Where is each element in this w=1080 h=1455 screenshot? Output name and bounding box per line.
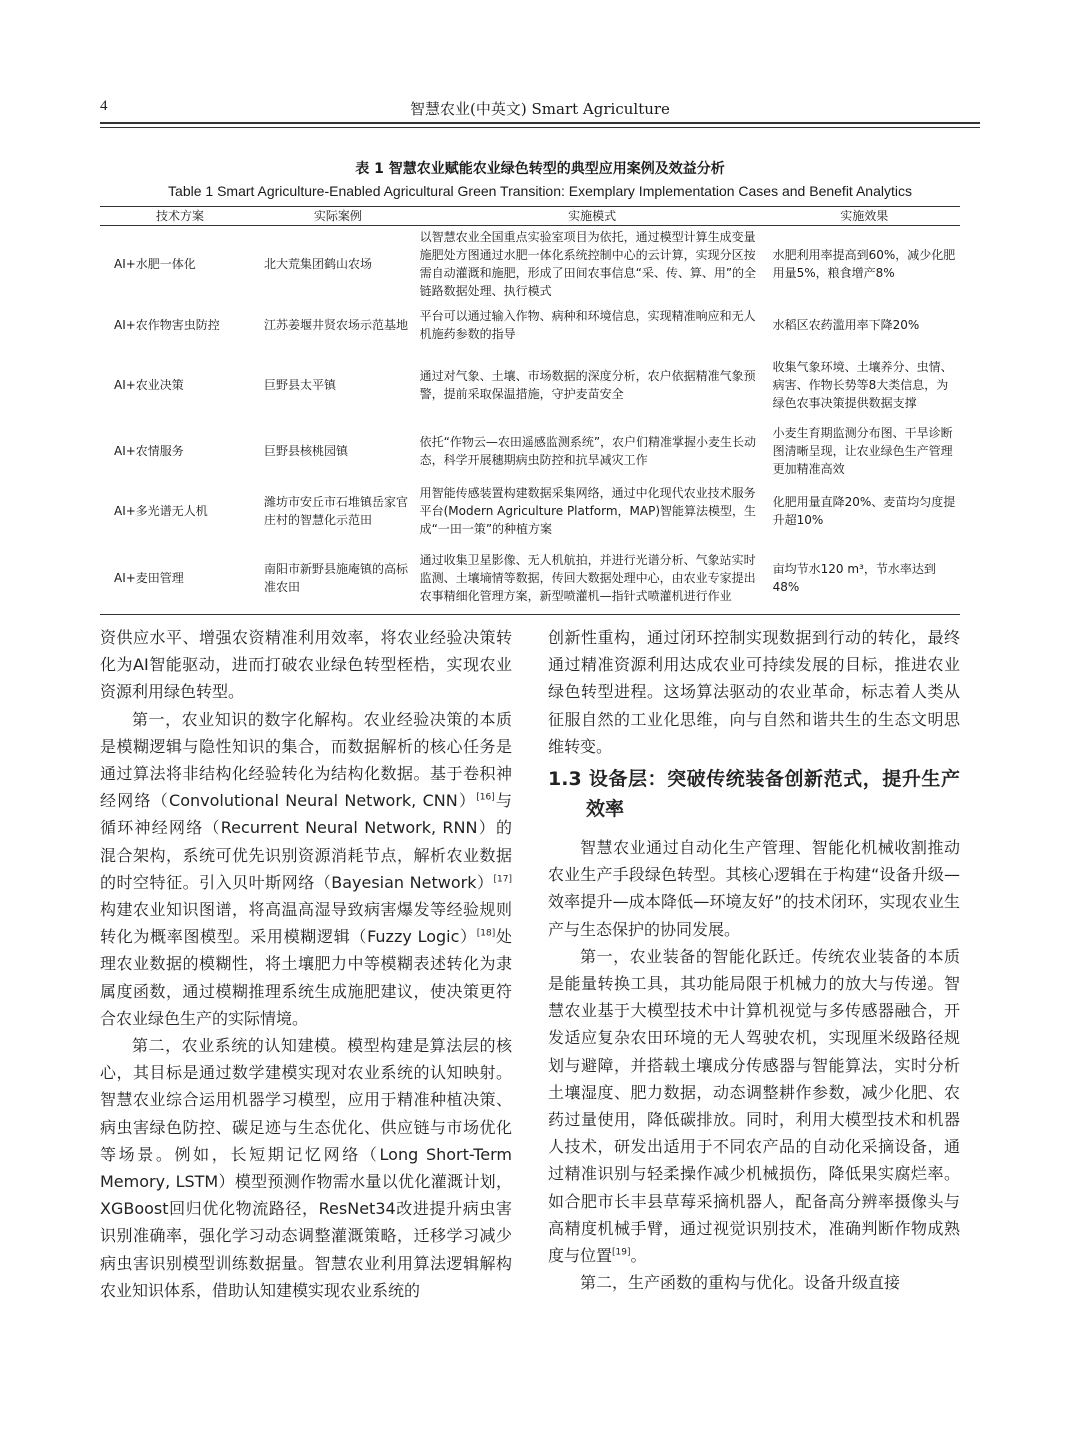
table-row (100, 226, 960, 303)
cell-mode: 依托“作物云—农田遥感监测系统”，农户们精准掌握小麦生长动态，科学开展穗期病虫防控和抗旱减灾工作 (419, 435, 757, 467)
cell-effect: 水稻区农药滥用率下降20% (772, 318, 920, 332)
paragraph: 创新性重构，通过闭环控制实现数据到行动的转化，最终通过精准资源利用达成农业可持续发展的目标，推进农业绿色转型进程。这场算法驱动的农业革命，标志着人类从征服自然的工业化思维，向与自然和谐共生的生态文明思维转变。 (548, 628, 960, 756)
page-number: 4 (100, 98, 108, 114)
text-run: 构建农业知识图谱，将高温高湿导致病害爆发等经验规则转化为概率图模型。采用模糊逻辑（Fuzzy Logic） (100, 900, 512, 947)
text-run: 第一，农业装备的智能化跃迁。传统农业装备的本质是能量转换工具，其功能局限于机械力的放大与传递。智慧农业基于大模型技术中计算机视觉与多传感器融合，开发适应复杂农田环境的无人驾驶农机，实现厘米级路径规划与避障，并搭载土壤成分传感器与智能算法，实时分析土壤湿度、肥力数据，动态调整耕作参数，减少化肥、农药过量使用，降低碳排放。同时，利用大模型技术和机器人技术，研发出适用于不同农产品的自动化采摘设备，通过精准识别与轻柔操作减少机械损伤，降低果实腐烂率。如合肥市长丰县草莓采摘机器人，配备高分辨率摄像头与高精度机械手臂，通过视觉识别技术，准确判断作物成熟度与位置 (548, 946, 960, 1266)
paragraph: 第二，生产函数的重构与优化。设备升级直接 (580, 1273, 901, 1293)
header-mode: 实施模式 (416, 207, 769, 226)
cell-tech: AI+农业决策 (114, 378, 184, 392)
cell-effect: 小麦生育期监测分布图、干旱诊断图清晰呈现，让农业绿色生产管理更加精准高效 (772, 426, 953, 476)
text-run: 第一，农业知识的数字化解构。农业经验决策的本质是模糊逻辑与隐性知识的集合，而数据解析的核心任务是通过算法将非结构化经验转化为结构化数据。基于卷积神经网络（Convolutional Neural Network, CNN） (100, 709, 512, 811)
running-header (100, 96, 980, 122)
table-caption-cn: 表 1 智慧农业赋能农业绿色转型的典型应用案例及效益分析 (355, 161, 725, 177)
cell-case: 巨野县太平镇 (264, 378, 337, 392)
cell-mode: 用智能传感装置构建数据采集网络，通过中化现代农业技术服务平台(Modern Agriculture Platform，MAP)智能算法模型，生成“一田一策”的种植方案 (419, 486, 757, 536)
cell-case: 南阳市新野县施庵镇的高标准农田 (260, 542, 416, 614)
cell-mode: 通过对气象、土壤、市场数据的深度分析，农户依据精准气象预警，提前采取保温措施，守护麦苗安全 (419, 369, 756, 401)
header-effect: 实施效果 (769, 207, 960, 226)
cell-effect: 收集气象环境、土壤养分、虫情、病害、作物长势等8大类信息，为绿色农事决策提供数据支撑 (772, 360, 953, 410)
paragraph: 资供应水平、增强农资精准利用效率，将农业经验决策转化为AI智能驱动，进而打破农业绿色转型桎梏，实现农业资源利用绿色转型。 (100, 628, 512, 702)
citation[interactable]: [18] (476, 928, 496, 939)
table-header-row (100, 207, 960, 226)
cell-case: 潍坊市安丘市石堆镇岳家官庄村的智慧化示范田 (264, 495, 409, 527)
cell-tech: AI+农情服务 (114, 444, 184, 458)
text-run: 与循环神经网络（Recurrent Neural Network, RNN）的混合架构，系统可优先识别资源消耗节点，解析农业数据的时空特征。引入贝叶斯网络（Bayesian Network） (100, 791, 512, 892)
cell-mode: 平台可以通过输入作物、病种和环境信息，实现精准响应和无人机施药参数的指导 (419, 309, 756, 341)
paragraph (100, 706, 512, 1032)
header-tech: 技术方案 (100, 207, 260, 226)
cell-effect: 水肥利用率提高到60%，减少化肥用量5%，粮食增产8% (772, 248, 956, 280)
table-caption-en: Table 1 Smart Agriculture-Enabled Agricultural Green Transition: Exemplary Implementation Cases and Benefit Analytics (168, 183, 912, 199)
table-row (100, 542, 960, 614)
cases-table (100, 206, 960, 615)
cell-case: 巨野县核桃园镇 (264, 444, 349, 458)
cell-mode: 通过收集卫星影像、无人机航拍，并进行光谱分析、气象站实时监测、土壤墒情等数据，传回大数据处理中心，由农业专家提出农事精细化管理方案，新型喷灌机—指针式喷灌机进行作业 (416, 542, 769, 614)
table-row (100, 480, 960, 542)
table-row (100, 348, 960, 422)
citation[interactable]: [16] (476, 792, 495, 803)
header-rule-thick (100, 122, 980, 124)
cell-mode: 以智慧农业全国重点实验室项目为依托，通过模型计算生成变量施肥处方图通过水肥一体化系统控制中心的云计算，实现分区按需自动灌溉和施肥，形成了田间农事信息“采、传、算、用”的全链路数据处理、执行模式 (419, 230, 757, 298)
cell-tech: AI+农作物害虫防控 (114, 318, 220, 332)
section-heading: 1.3 设备层：突破传统装备创新范式，提升生产效率 (548, 768, 960, 821)
paragraph (548, 943, 960, 1269)
paragraph: 第二，农业系统的认知建模。模型构建是算法层的核心，其目标是通过数学建模实现对农业系统的认知映射。智慧农业综合运用机器学习模型，应用于精准种植决策、病虫害绿色防控、碳足迹与生态优化、供应链与市场优化等场景。例如，长短期记忆网络（Long Short-Term Memory, LSTM）模型预测作物需水量以优化灌溉计划，XGBoost回归优化物流路径，ResNet34改进提升病虫害识别准确率，强化学习动态调整灌溉策略，迁移学习减少病虫害识别模型训练数据量。智慧农业利用算法逻辑解构农业知识体系，借助认知建模实现农业系统的 (100, 1036, 512, 1300)
cell-tech: AI+多光谱无人机 (114, 504, 208, 518)
table-row (100, 302, 960, 348)
cell-tech: AI+水肥一体化 (114, 257, 196, 271)
citation[interactable]: [19] (612, 1247, 631, 1258)
text-run: 处理农业数据的模糊性，将土壤肥力中等模糊表述转化为隶属度函数，通过模糊推理系统生成施肥建议，使决策更符合农业绿色生产的实际情境。 (100, 927, 512, 1028)
cell-tech: AI+麦田管理 (100, 542, 260, 614)
right-column (548, 624, 960, 1296)
cell-effect: 亩均节水120 m³，节水率达到48% (769, 542, 960, 614)
paragraph: 智慧农业通过自动化生产管理、智能化机械收割推动农业生产手段绿色转型。其核心逻辑在于构建“设备升级—效率提升—成本降低—环境友好”的技术闭环，实现农业生产与生态保护的协同发展。 (548, 838, 960, 939)
table-row (100, 422, 960, 480)
header-case: 实际案例 (260, 207, 416, 226)
cell-case: 江苏姜堰井贤农场示范基地 (264, 318, 409, 332)
cell-case: 北大荒集团鹤山农场 (264, 257, 373, 271)
left-column (100, 624, 512, 1304)
header-rule-thin (100, 127, 980, 128)
text-run: 。 (630, 1246, 647, 1266)
citation[interactable]: [17] (493, 874, 512, 885)
cell-effect: 化肥用量直降20%、麦苗均匀度提升超10% (772, 495, 956, 527)
journal-title: 智慧农业(中英文) Smart Agriculture (410, 100, 670, 118)
